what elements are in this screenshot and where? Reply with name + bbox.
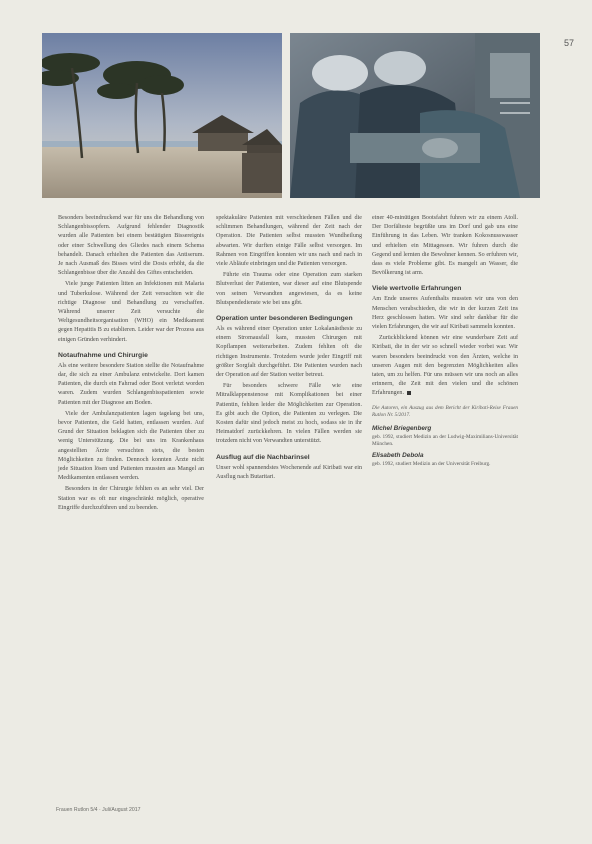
author-bio: geb. 1992, studiert Medizin an der Ludwig-Maximilians-Universität München.: [372, 433, 518, 448]
author-name: Elisabeth Debola: [372, 452, 424, 460]
paragraph: Für besonders schwere Fälle wie eine Mitralklappenstenose mit Komplikationen bei einer Patientin, fehlten leider die Möglichkeiten zur Operation. Es gibt auch die Option, die Patienten zu verlegen. Die Kosten dafür sind jedoch meist zu hoch, sodass sie in ihr Heimatdorf zurückkehren. In vielen Fällen werden sie trotzdem nicht von Verwandten unterstützt.: [216, 383, 362, 445]
paragraph: spektakuläre Patienten mit verschiedenen Fällen und die schlimmen Behandlungen, während der Zeit nach der Operation. Die Patienten selbst mussten Wundheilung abwarten. Wir durften einige Fälle selbst versorgen. Im Rahmen von Eingriffen konnten wir uns nach und nach in viele Abläufe einbringen und die Patienten versorgen.: [216, 215, 362, 268]
text-column-2: [216, 214, 362, 484]
section-heading: Viele wertvolle Erfahrungen: [372, 285, 462, 293]
paragraph: einer 40-minütigen Bootsfahrt fuhren wir zu einem Atoll. Der Dorfälteste begrüßte uns im Dorf und gab uns eine Einführung in das Leben. Wir tranken Kokosnusswasser und erhielten ein Mittagessen. Wir fuhren durch die Gegend und lernten die Bewohner kennen. So erfuhren wir, dass es viele Probleme gibt. Es mangelt an Wasser, die Bevölkerung ist arm.: [372, 215, 518, 277]
author-bio: geb. 1992, studiert Medizin an der Universität Freiburg.: [372, 461, 491, 468]
paragraph: Als eine weitere besondere Station stellte die Notaufnahme dar, die sich zu einer Ambulanz entwickelte. Dort kamen Patienten, die durch ein Fahrrad oder Boot verletzt worden waren. Zudem wurden Schlangenbisspatienten sowie Patienten mit der Diagnose am Boden.: [58, 362, 204, 406]
paragraph-text: Zurückblickend können wir eine wunderbare Zeit auf Kiribati, die in der wir so schnell wieder vorbei war. Wir waren besonders beeindruckt von den Ärzten, welche in unseren Augen mit den begrenzten Möglichkeiten alles taten, um zu helfen. Für uns müssen wir uns noch an alles erinnern, die Zeit mit den vielen und die schönen Erfahrungen.: [372, 335, 518, 397]
paragraph: [372, 334, 518, 398]
paragraph: Viele der Ambulanzpatienten lagen tagelang bei uns, bevor Patienten, die Geld hatten, entlassen wurden. Auf Grund der Situation beklagten sich die Patienten über zu wenig Unterstützung. Die bei uns im Krankenhaus angestellten Ärzte versuchten stets, die besten Möglichkeiten zu finden. Dennoch konnten Ärzte nicht jede Situation lösen und Patienten mussten aus Mangel an Medikamenten entlassen werden.: [58, 410, 204, 482]
beach-village-photo: [42, 33, 282, 198]
author-note: Die Autoren, ein Auszug aus dem Bericht der Kiribati-Reise Frauen Rutlon Nr. 5/2017.: [372, 404, 518, 419]
section-heading: Operation unter besonderen Bedingungen: [216, 315, 353, 323]
paragraph: Viele junge Patienten litten an Infektionen mit Malaria und Tuberkulose. Während der Zeit versuchten wir die richtige Diagnose und Behandlung zu verschaffen. Während unserer Zeit versuchte die Weltgesundheitsorganisation (WHO) ein Medikament gegen Hepatitis B zu etablieren. Leider war der Prozess aus einigen Gründen verhindert.: [58, 281, 204, 343]
paragraph: Unser wohl spannendstes Wochenende auf Kiribati war ein Ausflug nach Butaritari.: [216, 464, 362, 480]
paragraph: Als es während einer Operation unter Lokalanästhesie zu einem Stromausfall kam, mussten Chirurgen mit Kopflampen weiterarbeiten. Zudem fehlten oft die richtigen Instrumente. Trotzdem wurde jeder Eingriff mit größter Sorgfalt durchgeführt. Die Patienten wurden nach der Operation auf der Station weiter betreut.: [216, 326, 362, 379]
text-column-3: [372, 214, 518, 471]
text-column-1: [58, 214, 204, 515]
end-mark-icon: [407, 391, 411, 395]
page-number: 57: [563, 38, 574, 48]
page-footer: Frauen Rutlon 5/4 · Juli/August 2017: [56, 807, 141, 813]
paragraph: Am Ende unseres Aufenthalts mussten wir uns von den Menschen verabschieden, die wir in der kurzen Zeit ins Herz geschlossen hatten. Wir sind sehr dankbar für die vielen Erfahrungen, die wir auf Kiribati sammeln konnten.: [372, 296, 518, 331]
paragraph: Besonders beeindruckend war für uns die Behandlung von Schlangenbissopfern. Aufgrund fehlender Diagnostik wurden alle Patienten bei einem bestätigten Bissereignis oder einer Schwellung des Gliedes nach einem Schema behandelt. Danach erhielten die Patienten das Antiserum. Je nach Ausmaß des Bisses wird die Dosis erhöht, da die Schlangenbisse über die Anzahl des Giftes entscheiden.: [58, 215, 204, 277]
paragraph: Besonders in der Chirurgie fehlten es an sehr viel. Der Station war es oft nur eingeschränkt möglich, operative Eingriffe durchzuführen und zu beenden.: [58, 486, 204, 511]
section-heading: Ausflug auf die Nachbarinsel: [216, 453, 310, 461]
section-heading: Notaufnahme und Chirurgie: [58, 351, 148, 359]
author-name: Michel Briegenberg: [372, 424, 432, 432]
paragraph: Führte ein Trauma oder eine Operation zum starken Blutverlust der Patienten, war dieser auf eine Blutspende von seinen Verwandten angewiesen, da es keine Blutspendedienste wie bei uns gibt.: [216, 272, 362, 306]
surgery-room-photo: [290, 33, 540, 198]
